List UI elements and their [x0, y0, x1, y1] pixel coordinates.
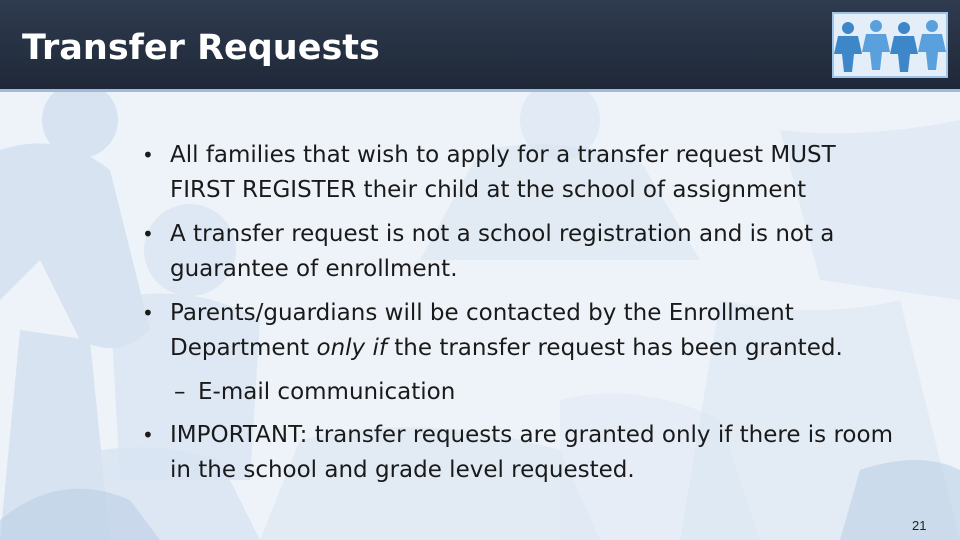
bullet-item	[140, 217, 900, 287]
paper-doll-chain-icon	[832, 12, 948, 78]
bullet-glyph: •	[142, 301, 154, 325]
bullet-list	[140, 138, 900, 497]
bullet-glyph: •	[142, 143, 154, 167]
bullet-item	[140, 418, 900, 488]
bullet-glyph: •	[142, 222, 154, 246]
bullet-item	[140, 296, 900, 366]
slide-title: Transfer Requests	[22, 28, 380, 68]
bullet-text: IMPORTANT: transfer requests are granted only if there is room in the school and grade level requested.	[170, 422, 893, 483]
sub-bullet-glyph: –	[174, 379, 186, 405]
bullet-glyph: •	[142, 423, 154, 447]
title-bar	[0, 0, 960, 92]
bullet-text-italic: only if	[316, 335, 387, 361]
sub-bullet-text: E-mail communication	[198, 379, 456, 405]
bullet-item	[140, 138, 900, 208]
bullet-text: A transfer request is not a school registration and is not a guarantee of enrollment.	[170, 221, 835, 282]
bullet-text-before: Parents/guardians will be contacted by the Enrollment Department	[170, 300, 794, 361]
bullet-text: All families that wish to apply for a transfer request MUST FIRST REGISTER their child at the school of assignment	[170, 142, 836, 203]
sub-bullet-item	[140, 375, 900, 410]
page-number: 21	[912, 518, 927, 533]
bullet-text-after: the transfer request has been granted.	[386, 335, 843, 361]
